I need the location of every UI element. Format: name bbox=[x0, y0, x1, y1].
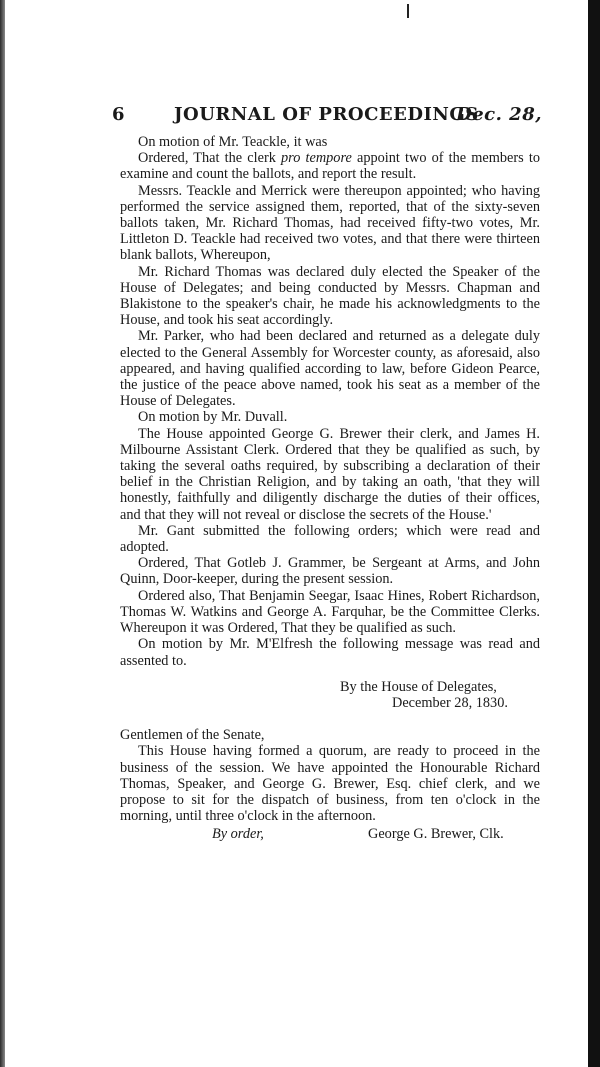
paragraph-clerk-appointment: The House appointed George G. Brewer their clerk, and James H. Milbourne Assistant Clerk. Ordered that they be qualified as such, by taking the several oaths required, by subscribing a declaration of their belief in the Christian Religion, and by taking an oath, 'that they will honestly, faithfully and diligently discharge the duties of their offices, and that they will not reveal or disclose the secrets of the House.' bbox=[120, 425, 540, 523]
page-left-shadow bbox=[0, 0, 5, 1067]
paragraph-sergeant: Ordered, That Gotleb J. Grammer, be Sergeant at Arms, and John Quinn, Door-keeper, during the present session. bbox=[120, 555, 540, 588]
paragraph-motion-duvall: On motion by Mr. Duvall. bbox=[138, 409, 288, 426]
page-number: 6 bbox=[112, 104, 126, 125]
paragraph-speaker: Mr. Richard Thomas was declared duly elected the Speaker of the House of Delegates; and being conducted by Messrs. Chapman and Blakistone to the speaker's chair, he made his acknowledgments to the House, and took his seat accordingly. bbox=[120, 263, 540, 329]
message-date: December 28, 1830. bbox=[392, 694, 508, 711]
paragraph-ballots: Messrs. Teackle and Merrick were thereupon appointed; who having performed the service assigned them, reported, that of the sixty-seven ballots taken, Mr. Richard Thomas, had received fifty-two votes, Mr. Littleton D. Teackle had received two votes, and that there were thirteen blank ballots, Whereupon, bbox=[120, 182, 540, 264]
page-right-edge bbox=[588, 0, 600, 1067]
paragraph-parker: Mr. Parker, who had been declared and returned as a delegate duly elected to the General Assembly for Worcester county, as aforesaid, also appeared, and having qualified according to law, before Gideon Pearce, the justice of the peace above named, took his seat as a member of the House of Delegates. bbox=[120, 328, 540, 410]
paragraph-motion-teackle: On motion of Mr. Teackle, it was bbox=[138, 134, 328, 150]
paragraph-committee-clerks: Ordered also, That Benjamin Seegar, Isaac Hines, Robert Richardson, Thomas W. Watkins and George A. Farquhar, be the Committee Clerks. Whereupon it was Ordered, That they be qualified as such. bbox=[120, 587, 540, 637]
journal-text bbox=[120, 134, 540, 844]
message-from: By the House of Delegates, bbox=[340, 678, 497, 695]
paragraph-gant-orders: Mr. Gant submitted the following orders; which were read and adopted. bbox=[120, 522, 540, 556]
paragraph-ordered-clerk bbox=[120, 150, 540, 182]
paragraph-message-motion: On motion by Mr. M'Elfresh the following message was read and assented to. bbox=[120, 636, 540, 669]
signer-name: George G. Brewer, Clk. bbox=[368, 826, 504, 843]
pro-tempore-italic: pro tempore bbox=[281, 150, 352, 167]
running-header bbox=[112, 104, 542, 128]
ordered-text-start: Ordered, That the clerk bbox=[138, 150, 282, 167]
signature-line bbox=[120, 826, 540, 844]
ordered-text-end: appoint two of the members to examine and count the ballots, and report the result. bbox=[120, 150, 540, 183]
page-title: JOURNAL OF PROCEEDINGS bbox=[174, 104, 479, 125]
paragraph-quorum: This House having formed a quorum, are ready to proceed in the business of the session. We have appointed the Honourable Richard Thomas, Speaker, and George G. Brewer, Esq. chief clerk, and we propose to sit for the dispatch of business, from ten o'clock in the morning, until three o'clock in the afternoon. bbox=[120, 743, 540, 825]
salutation: Gentlemen of the Senate, bbox=[120, 727, 265, 744]
top-margin-mark bbox=[407, 4, 409, 18]
header-date: Dec. 28, bbox=[456, 104, 542, 125]
by-order: By order, bbox=[212, 826, 264, 843]
